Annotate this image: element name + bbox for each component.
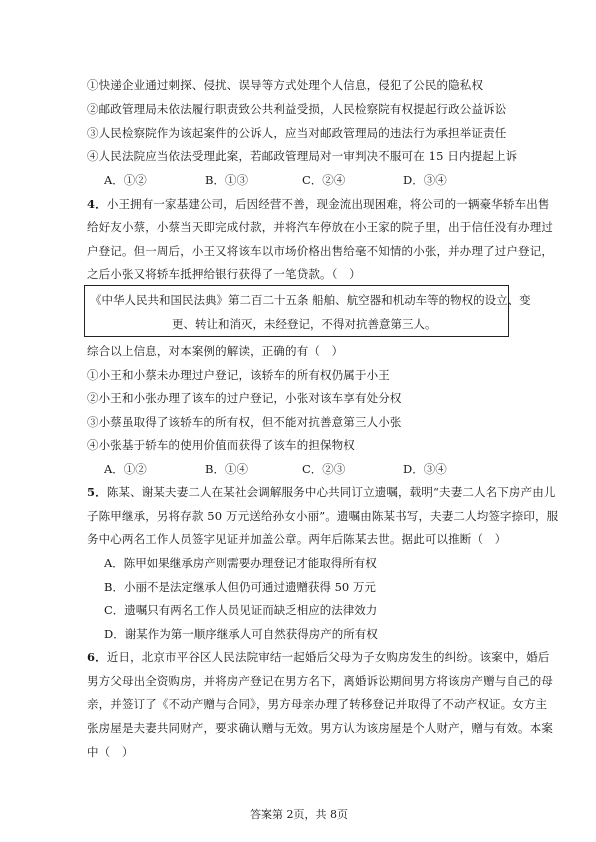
q6-stem-line-2: 男方父母出全资购房，并将房产登记在男方名下，离婚诉讼期间男方将该房产赠与自己的母 [87, 674, 553, 688]
q6-stem-line-3: 亲，并签订了《不动产赠与合同》，男方母亲办理了转移登记并取得了不动产权证。女方主 [87, 697, 548, 711]
q4-option-d: D．③④ [403, 462, 447, 476]
q4-prompt: 综合以上信息，对本案例的解读，正确的有（ ） [87, 344, 344, 358]
q6-stem-line-5: 中（ ） [87, 745, 134, 759]
q5-stem-line-2: 子陈甲继承，另将存款 50 万元送给孙女小丽”。遗嘱由陈某书写，夫妻二人均签字捺印，服 [87, 509, 559, 523]
q3-option-b: B．①③ [205, 173, 248, 187]
q4-statement-4: ④小张基于轿车的使用价值而获得了该车的担保物权 [87, 438, 355, 452]
q5-stem-line-1 [87, 484, 556, 500]
q4-stem-line-4: 之后小张又将轿车抵押给银行获得了一笔贷款。（ ） [87, 267, 361, 281]
q4-stem-line-3: 户登记。但一周后，小王又将该车以市场价格出售给毫不知情的小张，并办理了过户登记， [87, 244, 553, 258]
q5-number: 5． [87, 485, 107, 499]
q5-option-d: D．谢某作为第一顺序继承人可自然获得房产的所有权 [104, 627, 378, 641]
q6-stem-line-4: 张房屋是夫妻共同财产，要求确认赠与无效。男方认为该房屋是个人财产，赠与有效。本案 [87, 721, 553, 735]
q4-number: 4． [87, 197, 107, 211]
q5-option-b: B．小丽不是法定继承人但仍可通过遗赠获得 50 万元 [104, 580, 376, 594]
q6-stem-text: 近日，北京市平谷区人民法院审结一起婚后父母为子女购房发生的纠纷。该案中，婚后 [106, 650, 550, 664]
q4-statement-2: ②小王和小张办理了该车的过户登记，小张对该车享有处分权 [87, 391, 402, 405]
q4-option-b: B．①④ [205, 462, 248, 476]
q3-statement-2: ②邮政管理局未依法履行职责致公共利益受损，人民检察院有权提起行政公益诉讼 [87, 102, 507, 116]
q3-statement-3: ③人民检察院作为该起案件的公诉人，应当对邮政管理局的违法行为承担举证责任 [87, 126, 507, 140]
q4-stem-line-2: 给好友小蔡，小蔡当天即完成付款，并将汽车停放在小王家的院子里，出于信任没有办理过 [87, 220, 553, 234]
law-excerpt-line-2: 更、转让和消灭，未经登记，不得对抗善意第三人。 [172, 317, 437, 331]
law-excerpt-line-1: 《中华人民共和国民法典》第二百二十五条 船舶、航空器和机动车等的物权的设立、变 [90, 293, 531, 307]
q3-option-c: C．②④ [302, 173, 346, 187]
q5-option-c: C．遗嘱只有两名工作人员见证而缺乏相应的法律效力 [104, 603, 378, 617]
q5-stem-line-3: 务中心两名工作人员签字见证并加盖公章。两年后陈某去世。据此可以推断（ ） [87, 532, 507, 546]
q3-statement-1: ①快递企业通过刺探、侵扰、误导等方式处理个人信息，侵犯了公民的隐私权 [87, 78, 484, 92]
q4-stem-line-1 [87, 196, 550, 212]
q6-stem-line-1 [87, 649, 550, 665]
q4-option-a: A．①② [104, 462, 147, 476]
q5-option-a: A．陈甲如果继承房产则需要办理登记才能取得所有权 [104, 556, 377, 570]
q3-option-d: D．③④ [403, 173, 447, 187]
q4-option-c: C．②③ [302, 462, 346, 476]
q4-stem-text: 小王拥有一家基建公司，后因经营不善，现金流出现困难，将公司的一辆豪华轿车出售 [106, 197, 550, 211]
q4-statement-1: ①小王和小蔡未办理过户登记，该轿车的所有权仍属于小王 [87, 368, 390, 382]
page-footer: 答案第 2页，共 8页 [250, 808, 348, 821]
q3-option-a: A．①② [104, 173, 147, 187]
q3-statement-4: ④人民法院应当依法受理此案，若邮政管理局对一审判决不服可在 15 日内提起上诉 [87, 149, 518, 163]
q6-number: 6． [87, 650, 107, 664]
q5-stem-text: 陈某、谢某夫妻二人在某社会调解服务中心共同订立遗嘱，载明“夫妻二人名下房产由儿 [106, 485, 556, 499]
q4-statement-3: ③小蔡虽取得了该轿车的所有权，但不能对抗善意第三人小张 [87, 415, 402, 429]
